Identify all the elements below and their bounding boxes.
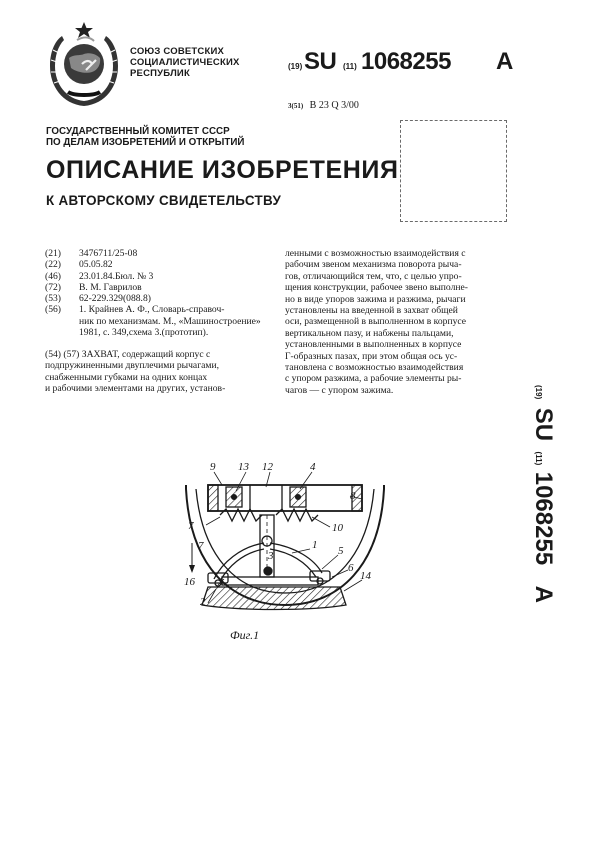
label-3: 3: [268, 550, 274, 562]
committee-line-2: ПО ДЕЛАМ ИЗОБРЕТЕНИЙ И ОТКРЫТИЙ: [46, 137, 245, 148]
biblio-row: [45, 293, 273, 304]
abstract-line: гов, отличающийся тем, что, с целью упро-: [285, 270, 462, 282]
biblio-row: [45, 248, 273, 259]
ipc-classification: [288, 100, 359, 111]
label-12: 12: [262, 461, 273, 473]
abstract-line: (54) (57) ЗАХВАТ, содержащий корпус с: [45, 349, 211, 360]
abstract-line: Г-образных пазах, при этом общая ось ус-: [285, 350, 458, 362]
base-plate: [222, 577, 318, 585]
code-19: (19): [534, 385, 543, 400]
biblio-value: 05.05.82: [79, 259, 113, 271]
patent-number: 1068255: [361, 48, 451, 75]
label-14: 14: [360, 570, 371, 582]
biblio-value: 1. Крайнев А. Ф., Словарь-справоч-: [79, 304, 225, 316]
label-10: 10: [332, 522, 343, 534]
abstract-line: снабженными губками на одних концах: [45, 371, 208, 383]
abstract-line: подпружиненными двуплечими рычагами,: [45, 360, 219, 372]
label-4: 4: [310, 461, 316, 473]
abstract-line: вертикальном пазу, и набжены пальцами,: [285, 327, 454, 339]
abstract-line: оси, размещенной в выполненном в корпусе: [285, 316, 467, 328]
committee-line-1: ГОСУДАРСТВЕННЫЙ КОМИТЕТ СССР: [46, 126, 230, 137]
registration-stamp-box: [400, 120, 507, 222]
workpiece: [202, 587, 346, 610]
biblio-value: В. М. Гаврилов: [79, 281, 142, 293]
code-11: (11): [343, 62, 357, 71]
abstract-line: чагов — с упором зажима.: [285, 384, 394, 396]
bibliographic-data: [45, 248, 273, 338]
biblio-row: [45, 271, 273, 282]
biblio-value: 3476711/25-08: [79, 248, 138, 259]
document-subtitle: К АВТОРСКОМУ СВИДЕТЕЛЬСТВУ: [46, 193, 282, 208]
abstract-left: [45, 349, 273, 395]
biblio-row: [45, 259, 273, 270]
figure-caption: Фиг.1: [230, 628, 260, 642]
biblio-code: (56): [45, 304, 61, 316]
biblio-value: 62-229.329(088.8): [79, 293, 151, 305]
biblio-continuation: ник по механизмам. М., «Машиностроение»: [79, 315, 261, 327]
patent-country: SU: [530, 407, 557, 442]
label-5: 5: [338, 545, 344, 557]
label-7-top: 7: [188, 520, 194, 532]
label-8: 8: [350, 490, 356, 502]
code-11: (11): [534, 451, 543, 466]
abstract-right: [285, 248, 515, 396]
patent-kind: A: [496, 48, 513, 75]
gripper-drawing: [180, 455, 390, 645]
biblio-value: 23.01.84.Бюл. № 3: [79, 270, 154, 282]
ussr-emblem: [44, 20, 124, 112]
vertical-patent-number: [525, 385, 565, 665]
state-name-line-1: СОЮЗ СОВЕТСКИХ: [130, 46, 225, 57]
state-name-line-2: СОЦИАЛИСТИЧЕСКИХ: [130, 57, 240, 68]
biblio-code: (46): [45, 270, 61, 282]
patent-kind: A: [530, 585, 557, 603]
abstract-line: тановлена с возможностью взаимодействия: [285, 362, 464, 374]
label-7-arrow: 7: [198, 540, 204, 552]
abstract-line: ленными с возможностью взаимодействия с: [285, 248, 466, 259]
label-6: 6: [348, 562, 354, 574]
biblio-code: (22): [45, 259, 61, 271]
biblio-code: (53): [45, 293, 61, 305]
label-2: 2: [200, 596, 206, 608]
ipc-prefix: 3(51): [288, 102, 304, 110]
abstract-line: рабочим звеном механизма поворота рыча-: [285, 259, 462, 271]
biblio-code: (72): [45, 281, 61, 293]
abstract-line: с упором разжима, а рабочие элементы ры-: [285, 373, 462, 385]
biblio-row: [45, 282, 273, 293]
biblio-code: (21): [45, 248, 61, 259]
label-16: 16: [184, 576, 195, 588]
code-19: (19): [288, 62, 303, 71]
label-1: 1: [312, 539, 318, 551]
abstract-line: установленными в выполненных в корпусе: [285, 339, 462, 351]
abstract-line: щения конструкции, рабочее звено выполне-: [285, 282, 468, 294]
vertical-number-text: [529, 385, 557, 603]
patent-country: SU: [304, 48, 337, 75]
label-13: 13: [238, 461, 249, 473]
document-title: ОПИСАНИЕ ИЗОБРЕТЕНИЯ: [46, 156, 399, 184]
abstract-line: установлены на введенной в захват общей: [285, 305, 458, 317]
label-9: 9: [210, 461, 216, 473]
state-name-line-3: РЕСПУБЛИК: [130, 68, 190, 79]
ipc-code: B 23 Q 3/00: [309, 100, 359, 111]
biblio-row: [45, 304, 273, 315]
abstract-line: но в виде упоров зажима и разжима, рычаги: [285, 293, 466, 305]
biblio-continuation: 1981, с. 349,схема 3.(прототип).: [79, 327, 209, 339]
patent-number-block: [288, 48, 528, 78]
patent-number: 1068255: [530, 471, 557, 566]
abstract-line: и рабочими элементами на других, установ-: [45, 383, 226, 395]
